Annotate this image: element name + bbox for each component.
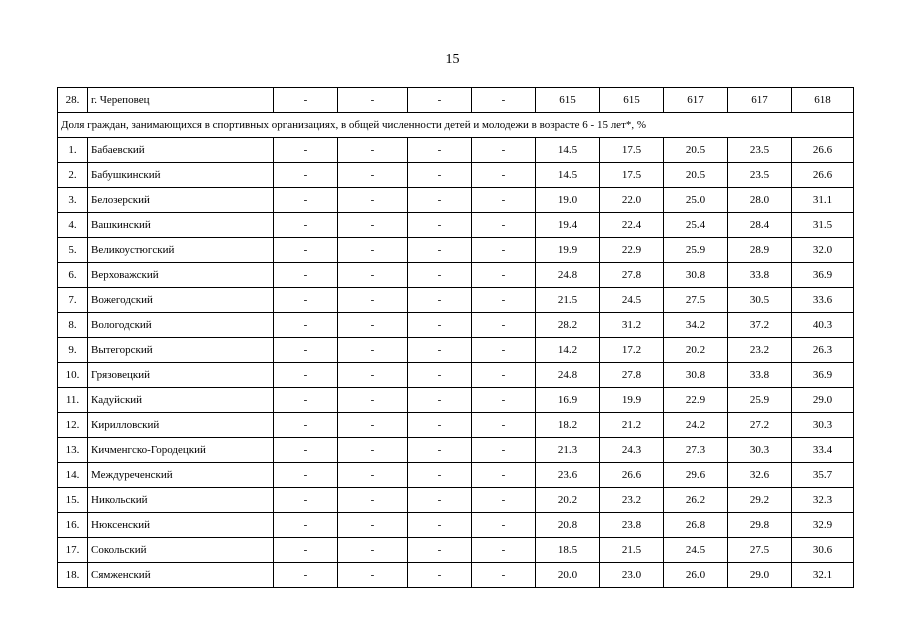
dash-cell: -: [274, 188, 338, 213]
dash-cell: -: [472, 513, 536, 538]
value-cell: 19.4: [536, 213, 600, 238]
value-cell: 26.8: [664, 513, 728, 538]
dash-cell: -: [338, 238, 408, 263]
dash-cell: -: [274, 238, 338, 263]
row-number: 10.: [58, 363, 88, 388]
row-number: 12.: [58, 413, 88, 438]
value-cell: 22.0: [600, 188, 664, 213]
value-cell: 18.2: [536, 413, 600, 438]
value-cell: 21.5: [600, 538, 664, 563]
table-body: [58, 88, 854, 588]
dash-cell: -: [408, 188, 472, 213]
value-cell: 33.8: [728, 263, 792, 288]
row-number: 16.: [58, 513, 88, 538]
value-cell: 23.2: [600, 488, 664, 513]
dash-cell: -: [274, 138, 338, 163]
value-cell: 17.2: [600, 338, 664, 363]
district-name: Вологодский: [88, 313, 274, 338]
value-cell: 14.2: [536, 338, 600, 363]
value-cell: 33.6: [792, 288, 854, 313]
value-cell: 29.0: [728, 563, 792, 588]
dash-cell: -: [408, 463, 472, 488]
value-cell: 17.5: [600, 163, 664, 188]
table-row: [58, 563, 854, 588]
dash-cell: -: [338, 288, 408, 313]
district-name: Кичменгско-Городецкий: [88, 438, 274, 463]
row-number: 13.: [58, 438, 88, 463]
value-cell: 19.9: [600, 388, 664, 413]
value-cell: 36.9: [792, 263, 854, 288]
value-cell: 40.3: [792, 313, 854, 338]
value-cell: 24.3: [600, 438, 664, 463]
value-cell: 30.8: [664, 363, 728, 388]
statistics-table: [57, 87, 854, 588]
dash-cell: -: [274, 263, 338, 288]
value-cell: 28.2: [536, 313, 600, 338]
dash-cell: -: [338, 513, 408, 538]
value-cell: 26.3: [792, 338, 854, 363]
district-name: Междуреченский: [88, 463, 274, 488]
row-number: 4.: [58, 213, 88, 238]
row-number: 11.: [58, 388, 88, 413]
dash-cell: -: [338, 88, 408, 113]
table-row: [58, 138, 854, 163]
dash-cell: -: [472, 188, 536, 213]
value-cell: 28.0: [728, 188, 792, 213]
value-cell: 14.5: [536, 163, 600, 188]
table-row: [58, 413, 854, 438]
dash-cell: -: [274, 463, 338, 488]
district-name: Кирилловский: [88, 413, 274, 438]
value-cell: 23.5: [728, 163, 792, 188]
dash-cell: -: [408, 263, 472, 288]
row-number: 14.: [58, 463, 88, 488]
page-number: 15: [445, 52, 460, 67]
dash-cell: -: [472, 88, 536, 113]
dash-cell: -: [408, 163, 472, 188]
value-cell: 27.5: [664, 288, 728, 313]
value-cell: 618: [792, 88, 854, 113]
dash-cell: -: [274, 388, 338, 413]
value-cell: 25.9: [728, 388, 792, 413]
district-name: г. Череповец: [88, 88, 274, 113]
row-number: 1.: [58, 138, 88, 163]
dash-cell: -: [408, 363, 472, 388]
district-name: Бабушкинский: [88, 163, 274, 188]
value-cell: 31.5: [792, 213, 854, 238]
dash-cell: -: [472, 538, 536, 563]
dash-cell: -: [472, 213, 536, 238]
row-number: 2.: [58, 163, 88, 188]
district-name: Вашкинский: [88, 213, 274, 238]
value-cell: 34.2: [664, 313, 728, 338]
dash-cell: -: [472, 388, 536, 413]
dash-cell: -: [338, 213, 408, 238]
value-cell: 24.8: [536, 363, 600, 388]
value-cell: 27.3: [664, 438, 728, 463]
table-row: [58, 238, 854, 263]
value-cell: 21.2: [600, 413, 664, 438]
dash-cell: -: [472, 563, 536, 588]
dash-cell: -: [408, 288, 472, 313]
dash-cell: -: [274, 413, 338, 438]
row-number: 3.: [58, 188, 88, 213]
district-name: Нюксенский: [88, 513, 274, 538]
value-cell: 29.0: [792, 388, 854, 413]
value-cell: 617: [728, 88, 792, 113]
value-cell: 19.9: [536, 238, 600, 263]
row-number: 8.: [58, 313, 88, 338]
dash-cell: -: [472, 488, 536, 513]
table-row: [58, 438, 854, 463]
value-cell: 29.2: [728, 488, 792, 513]
dash-cell: -: [408, 338, 472, 363]
value-cell: 23.8: [600, 513, 664, 538]
value-cell: 26.6: [792, 138, 854, 163]
value-cell: 20.8: [536, 513, 600, 538]
dash-cell: -: [408, 213, 472, 238]
dash-cell: -: [338, 463, 408, 488]
dash-cell: -: [274, 213, 338, 238]
value-cell: 32.1: [792, 563, 854, 588]
dash-cell: -: [274, 288, 338, 313]
value-cell: 27.2: [728, 413, 792, 438]
value-cell: 32.9: [792, 513, 854, 538]
value-cell: 25.9: [664, 238, 728, 263]
value-cell: 28.9: [728, 238, 792, 263]
value-cell: 26.6: [792, 163, 854, 188]
table-row: [58, 488, 854, 513]
dash-cell: -: [338, 138, 408, 163]
dash-cell: -: [408, 413, 472, 438]
value-cell: 31.1: [792, 188, 854, 213]
table-row: [58, 263, 854, 288]
value-cell: 20.2: [536, 488, 600, 513]
value-cell: 29.8: [728, 513, 792, 538]
dash-cell: -: [472, 163, 536, 188]
section-title: Доля граждан, занимающихся в спортивных организациях, в общей численности детей и молодежи в возрасте 6 - 15 лет*, %: [58, 113, 854, 138]
value-cell: 30.6: [792, 538, 854, 563]
value-cell: 32.6: [728, 463, 792, 488]
dash-cell: -: [472, 263, 536, 288]
district-name: Сямженский: [88, 563, 274, 588]
value-cell: 615: [536, 88, 600, 113]
dash-cell: -: [472, 463, 536, 488]
dash-cell: -: [472, 363, 536, 388]
dash-cell: -: [274, 438, 338, 463]
value-cell: 30.3: [728, 438, 792, 463]
dash-cell: -: [408, 513, 472, 538]
dash-cell: -: [408, 138, 472, 163]
value-cell: 20.2: [664, 338, 728, 363]
value-cell: 23.2: [728, 338, 792, 363]
dash-cell: -: [338, 413, 408, 438]
district-name: Вытегорский: [88, 338, 274, 363]
dash-cell: -: [472, 313, 536, 338]
value-cell: 20.0: [536, 563, 600, 588]
district-name: Великоустюгский: [88, 238, 274, 263]
row-number: 15.: [58, 488, 88, 513]
value-cell: 24.2: [664, 413, 728, 438]
row-number: 6.: [58, 263, 88, 288]
dash-cell: -: [338, 313, 408, 338]
dash-cell: -: [408, 88, 472, 113]
value-cell: 27.5: [728, 538, 792, 563]
value-cell: 30.5: [728, 288, 792, 313]
value-cell: 30.3: [792, 413, 854, 438]
value-cell: 33.8: [728, 363, 792, 388]
value-cell: 22.9: [600, 238, 664, 263]
row-number: 9.: [58, 338, 88, 363]
district-name: Сокольский: [88, 538, 274, 563]
value-cell: 27.8: [600, 363, 664, 388]
dash-cell: -: [274, 163, 338, 188]
table-row: [58, 288, 854, 313]
value-cell: 19.0: [536, 188, 600, 213]
dash-cell: -: [408, 438, 472, 463]
table-row: [58, 88, 854, 113]
table-row: [58, 388, 854, 413]
value-cell: 29.6: [664, 463, 728, 488]
row-number: 17.: [58, 538, 88, 563]
dash-cell: -: [408, 313, 472, 338]
value-cell: 617: [664, 88, 728, 113]
dash-cell: -: [408, 388, 472, 413]
value-cell: 17.5: [600, 138, 664, 163]
value-cell: 22.9: [664, 388, 728, 413]
dash-cell: -: [274, 338, 338, 363]
district-name: Бабаевский: [88, 138, 274, 163]
row-number: 28.: [58, 88, 88, 113]
dash-cell: -: [472, 238, 536, 263]
dash-cell: -: [408, 488, 472, 513]
value-cell: 16.9: [536, 388, 600, 413]
dash-cell: -: [338, 538, 408, 563]
value-cell: 23.6: [536, 463, 600, 488]
value-cell: 24.5: [600, 288, 664, 313]
table-row: [58, 188, 854, 213]
dash-cell: -: [472, 413, 536, 438]
table-row: [58, 213, 854, 238]
value-cell: 26.0: [664, 563, 728, 588]
table-row: [58, 463, 854, 488]
district-name: Белозерский: [88, 188, 274, 213]
row-number: 5.: [58, 238, 88, 263]
dash-cell: -: [338, 488, 408, 513]
dash-cell: -: [338, 163, 408, 188]
dash-cell: -: [338, 263, 408, 288]
value-cell: 33.4: [792, 438, 854, 463]
dash-cell: -: [338, 363, 408, 388]
dash-cell: -: [338, 388, 408, 413]
table-row: [58, 538, 854, 563]
dash-cell: -: [472, 338, 536, 363]
value-cell: 30.8: [664, 263, 728, 288]
dash-cell: -: [338, 338, 408, 363]
value-cell: 18.5: [536, 538, 600, 563]
dash-cell: -: [274, 563, 338, 588]
value-cell: 35.7: [792, 463, 854, 488]
value-cell: 32.0: [792, 238, 854, 263]
dash-cell: -: [408, 238, 472, 263]
dash-cell: -: [338, 188, 408, 213]
value-cell: 31.2: [600, 313, 664, 338]
value-cell: 23.5: [728, 138, 792, 163]
value-cell: 24.8: [536, 263, 600, 288]
dash-cell: -: [274, 538, 338, 563]
value-cell: 26.2: [664, 488, 728, 513]
dash-cell: -: [274, 88, 338, 113]
value-cell: 21.5: [536, 288, 600, 313]
value-cell: 36.9: [792, 363, 854, 388]
dash-cell: -: [338, 563, 408, 588]
value-cell: 25.4: [664, 213, 728, 238]
dash-cell: -: [274, 363, 338, 388]
dash-cell: -: [472, 438, 536, 463]
section-header-row: [58, 113, 854, 138]
dash-cell: -: [472, 138, 536, 163]
value-cell: 615: [600, 88, 664, 113]
dash-cell: -: [274, 513, 338, 538]
value-cell: 20.5: [664, 138, 728, 163]
value-cell: 22.4: [600, 213, 664, 238]
table-row: [58, 338, 854, 363]
district-name: Верховажский: [88, 263, 274, 288]
row-number: 18.: [58, 563, 88, 588]
table-row: [58, 163, 854, 188]
value-cell: 24.5: [664, 538, 728, 563]
value-cell: 23.0: [600, 563, 664, 588]
district-name: Кадуйский: [88, 388, 274, 413]
value-cell: 21.3: [536, 438, 600, 463]
value-cell: 27.8: [600, 263, 664, 288]
value-cell: 20.5: [664, 163, 728, 188]
district-name: Грязовецкий: [88, 363, 274, 388]
table-row: [58, 363, 854, 388]
dash-cell: -: [408, 538, 472, 563]
dash-cell: -: [408, 563, 472, 588]
dash-cell: -: [472, 288, 536, 313]
row-number: 7.: [58, 288, 88, 313]
value-cell: 37.2: [728, 313, 792, 338]
value-cell: 32.3: [792, 488, 854, 513]
table-row: [58, 313, 854, 338]
value-cell: 25.0: [664, 188, 728, 213]
dash-cell: -: [274, 313, 338, 338]
value-cell: 26.6: [600, 463, 664, 488]
value-cell: 14.5: [536, 138, 600, 163]
dash-cell: -: [338, 438, 408, 463]
dash-cell: -: [274, 488, 338, 513]
value-cell: 28.4: [728, 213, 792, 238]
district-name: Вожегодский: [88, 288, 274, 313]
table-row: [58, 513, 854, 538]
district-name: Никольский: [88, 488, 274, 513]
